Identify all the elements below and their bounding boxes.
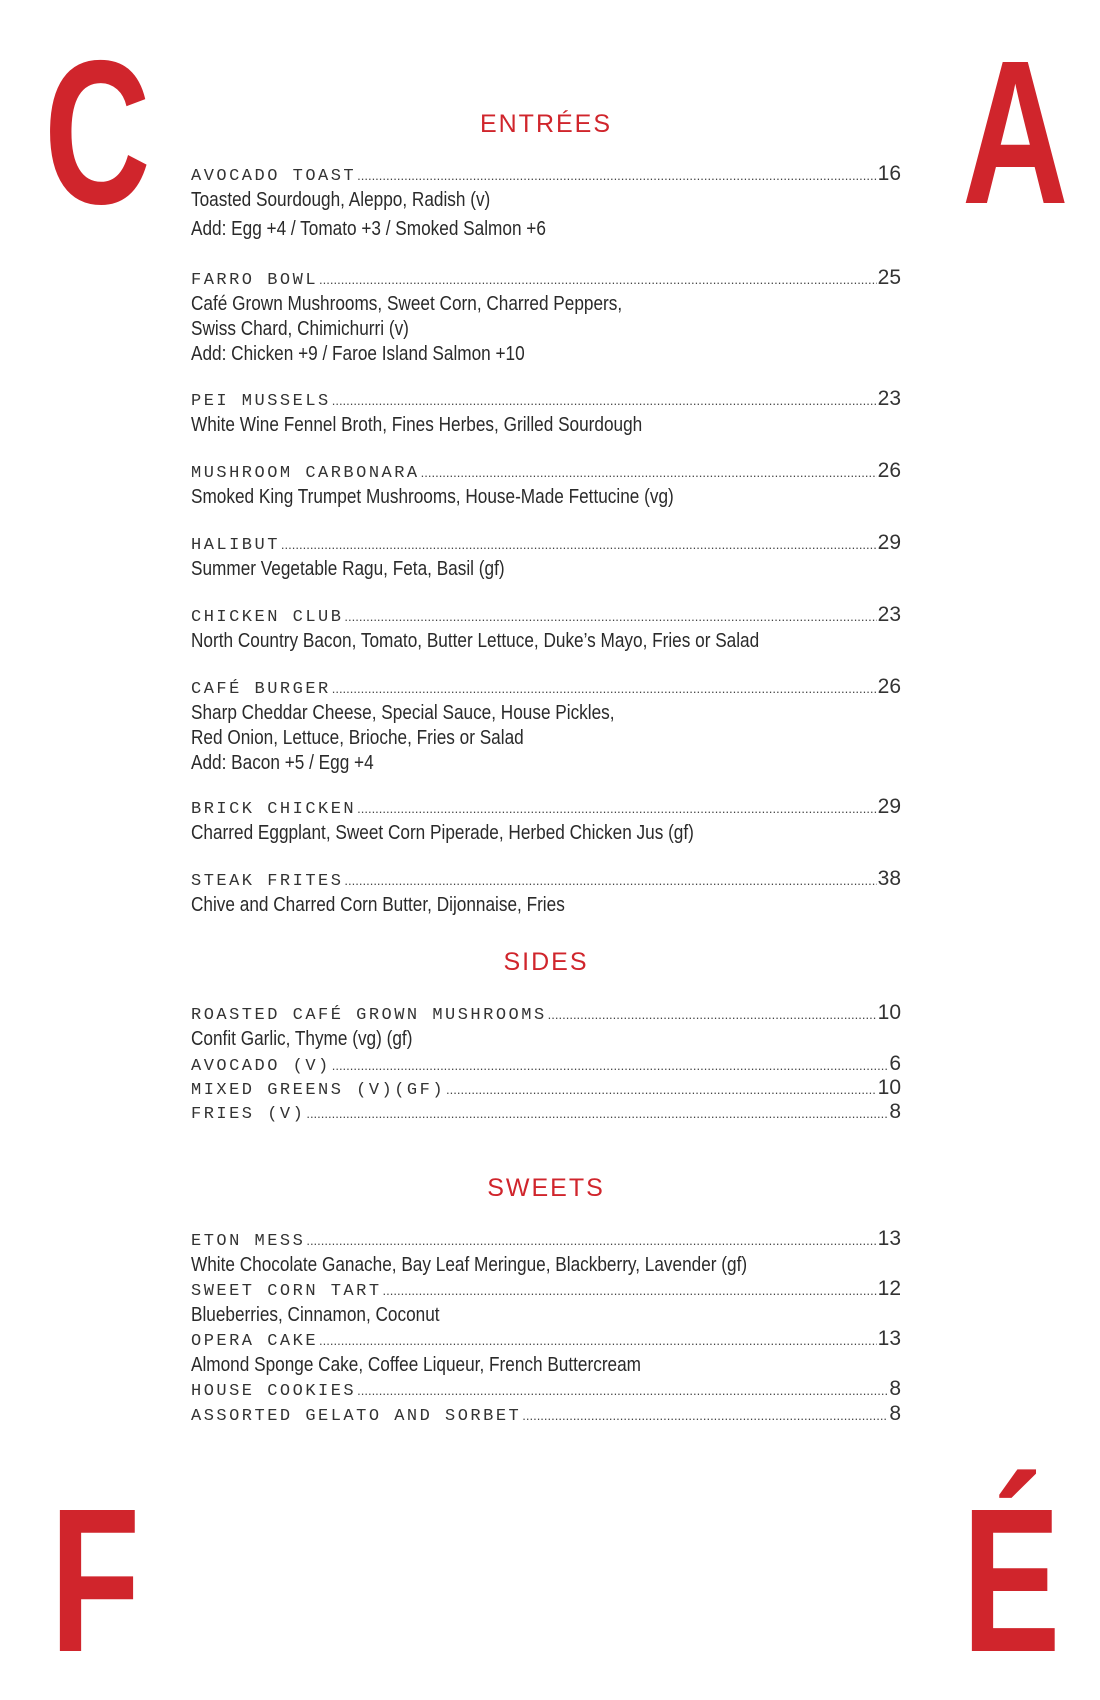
item-name: FARRO BOWL — [191, 271, 319, 290]
menu-item — [191, 1076, 901, 1102]
menu-item — [191, 1227, 901, 1278]
item-name: OPERA CAKE — [191, 1332, 319, 1351]
item-name: STEAK FRITES — [191, 872, 344, 891]
logo-letter-f: F — [50, 1466, 141, 1695]
item-description: Add: Chicken +9 / Faroe Island Salmon +10 — [191, 343, 525, 365]
menu-item — [191, 266, 901, 367]
item-price: 6 — [889, 1052, 901, 1075]
logo-letter-e-acute: É — [962, 1466, 1061, 1695]
menu-item — [191, 459, 901, 510]
item-price: 13 — [877, 1227, 901, 1250]
item-description: Add: Bacon +5 / Egg +4 — [191, 752, 374, 774]
item-name: MUSHROOM CARBONARA — [191, 464, 420, 483]
menu-item — [191, 1402, 901, 1428]
item-price: 29 — [877, 531, 901, 554]
item-price: 23 — [877, 387, 901, 410]
item-price: 26 — [877, 675, 901, 698]
logo-letter-c: C — [44, 18, 151, 247]
item-description: Almond Sponge Cake, Coffee Liqueur, French Buttercream — [191, 1354, 642, 1376]
item-description: Smoked King Trumpet Mushrooms, House-Made Fettucine (vg) — [191, 486, 674, 508]
item-price: 16 — [877, 162, 901, 185]
item-name: ETON MESS — [191, 1232, 306, 1251]
item-description: Toasted Sourdough, Aleppo, Radish (v) — [191, 189, 491, 211]
menu-item — [191, 675, 901, 776]
item-price: 10 — [877, 1001, 901, 1024]
item-name: AVOCADO TOAST — [191, 167, 357, 186]
section-title-sides: SIDES — [503, 948, 589, 976]
item-description: Confit Garlic, Thyme (vg) (gf) — [191, 1028, 413, 1050]
item-name: CAFÉ BURGER — [191, 680, 331, 699]
item-name: MIXED GREENS (V)(GF) — [191, 1081, 446, 1100]
item-price: 10 — [877, 1076, 901, 1099]
item-name: SWEET CORN TART — [191, 1282, 382, 1301]
menu-item — [191, 387, 901, 438]
item-price: 25 — [877, 266, 901, 289]
item-description: Charred Eggplant, Sweet Corn Piperade, Herbed Chicken Jus (gf) — [191, 822, 694, 844]
item-description: White Wine Fennel Broth, Fines Herbes, Grilled Sourdough — [191, 414, 643, 436]
item-description: Swiss Chard, Chimichurri (v) — [191, 318, 409, 340]
menu-item — [191, 162, 901, 242]
item-description: Add: Egg +4 / Tomato +3 / Smoked Salmon +6 — [191, 218, 546, 240]
menu-item — [191, 795, 901, 846]
menu-item — [191, 1100, 901, 1126]
item-description: Summer Vegetable Ragu, Feta, Basil (gf) — [191, 558, 505, 580]
item-name: ROASTED CAFÉ GROWN MUSHROOMS — [191, 1006, 547, 1025]
menu-item — [191, 1377, 901, 1403]
item-price: 23 — [877, 603, 901, 626]
logo-letter-a: A — [962, 18, 1069, 247]
item-name: AVOCADO (V) — [191, 1057, 331, 1076]
menu-item — [191, 603, 901, 654]
item-name: CHICKEN CLUB — [191, 608, 344, 627]
item-price: 29 — [877, 795, 901, 818]
item-price: 8 — [889, 1377, 901, 1400]
item-price: 12 — [877, 1277, 901, 1300]
item-description: Blueberries, Cinnamon, Coconut — [191, 1304, 440, 1326]
item-name: PEI MUSSELS — [191, 392, 331, 411]
item-name: HOUSE COOKIES — [191, 1382, 357, 1401]
item-description: Café Grown Mushrooms, Sweet Corn, Charred Peppers, — [191, 293, 623, 315]
item-name: BRICK CHICKEN — [191, 800, 357, 819]
menu-item — [191, 867, 901, 918]
item-price: 8 — [889, 1402, 901, 1425]
item-price: 8 — [889, 1100, 901, 1123]
item-price: 38 — [877, 867, 901, 890]
section-title-entrees: ENTRÉES — [479, 110, 613, 138]
item-description: Red Onion, Lettuce, Brioche, Fries or Salad — [191, 727, 524, 749]
item-description: North Country Bacon, Tomato, Butter Lettuce, Duke’s Mayo, Fries or Salad — [191, 630, 760, 652]
item-name: FRIES (V) — [191, 1105, 306, 1124]
menu-item — [191, 1327, 901, 1378]
item-price: 13 — [877, 1327, 901, 1350]
menu-item — [191, 1001, 901, 1052]
item-description: Sharp Cheddar Cheese, Special Sauce, House Pickles, — [191, 702, 615, 724]
menu-item — [191, 1052, 901, 1078]
item-description: White Chocolate Ganache, Bay Leaf Meringue, Blackberry, Lavender (gf) — [191, 1254, 748, 1276]
menu-item — [191, 1277, 901, 1328]
menu-item — [191, 531, 901, 582]
item-name: HALIBUT — [191, 536, 280, 555]
item-price: 26 — [877, 459, 901, 482]
item-name: ASSORTED GELATO AND SORBET — [191, 1407, 522, 1426]
section-title-sweets: SWEETS — [487, 1174, 605, 1202]
item-description: Chive and Charred Corn Butter, Dijonnaise, Fries — [191, 894, 565, 916]
